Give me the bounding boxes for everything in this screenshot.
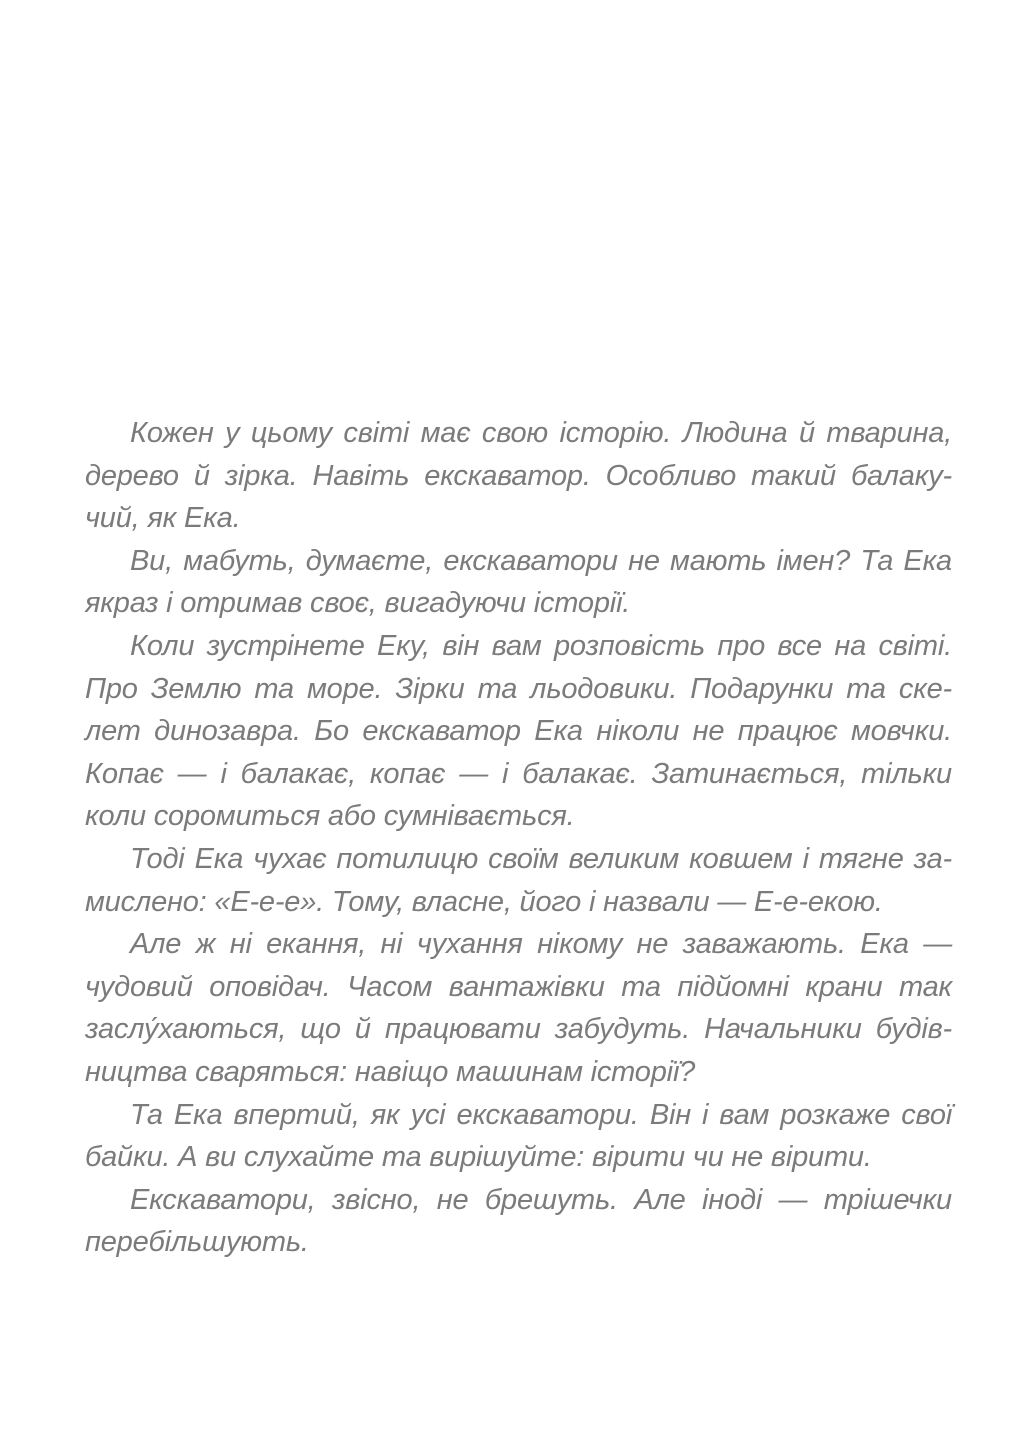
text-line: коли соромиться або сумнівається. bbox=[85, 800, 575, 833]
paragraph bbox=[85, 412, 952, 540]
text-line: заслу́хаються, що й працювати забудуть. Начальники будів- bbox=[85, 1013, 952, 1046]
text-line: Ви, мабуть, думаєте, екскаватори не мають імен? Та Ека bbox=[130, 544, 952, 577]
text-line: чий, як Ека. bbox=[85, 502, 241, 535]
text-line: дерево й зірка. Навіть екскаватор. Особливо такий балаку- bbox=[85, 459, 952, 492]
text-line: Екскаватори, звісно, не брешуть. Але іноді — трішечки bbox=[130, 1183, 952, 1216]
paragraph bbox=[85, 1094, 952, 1179]
text-line: Кожен у цьому світі має свою історію. Людина й тварина, bbox=[130, 417, 952, 449]
text-line: Та Ека впертий, як усі екскаватори. Він і вам розкаже свої bbox=[130, 1098, 952, 1131]
text-line: Але ж ні екання, ні чухання нікому не заважають. Ека — bbox=[130, 928, 952, 961]
text-line: Копає — і балакає, копає — і балакає. Затинається, тільки bbox=[85, 757, 952, 790]
text-line: лет динозавра. Бо екскаватор Ека ніколи не працює мовчки. bbox=[85, 715, 952, 748]
text-line: Про Землю та море. Зірки та льодовики. Подарунки та ске- bbox=[85, 672, 952, 705]
paragraph bbox=[85, 625, 952, 838]
text-line: Коли зустрінете Еку, він вам розповість про все на світі. bbox=[130, 629, 952, 662]
text-line: байки. А ви слухайте та вирішуйте: вірити чи не вірити. bbox=[85, 1141, 872, 1174]
text-line: Тоді Ека чухає потилицю своїм великим ковшем і тягне за- bbox=[130, 842, 952, 875]
text-line: якраз і отримав своє, вигадуючи історії. bbox=[85, 587, 631, 620]
paragraph bbox=[85, 1179, 952, 1264]
text-line: ництва сваряться: навіщо машинам історії? bbox=[85, 1055, 696, 1088]
paragraph bbox=[85, 923, 952, 1093]
paragraph bbox=[85, 540, 952, 625]
paragraph bbox=[85, 838, 952, 923]
text-line: перебільшують. bbox=[85, 1226, 309, 1259]
text-line: мислено: «Е-е-е». Тому, власне, його і назвали — Е-е-екою. bbox=[85, 885, 883, 918]
text-block bbox=[85, 412, 952, 1264]
text-line: чудовий оповідач. Часом вантажівки та підйомні крани так bbox=[85, 970, 952, 1003]
